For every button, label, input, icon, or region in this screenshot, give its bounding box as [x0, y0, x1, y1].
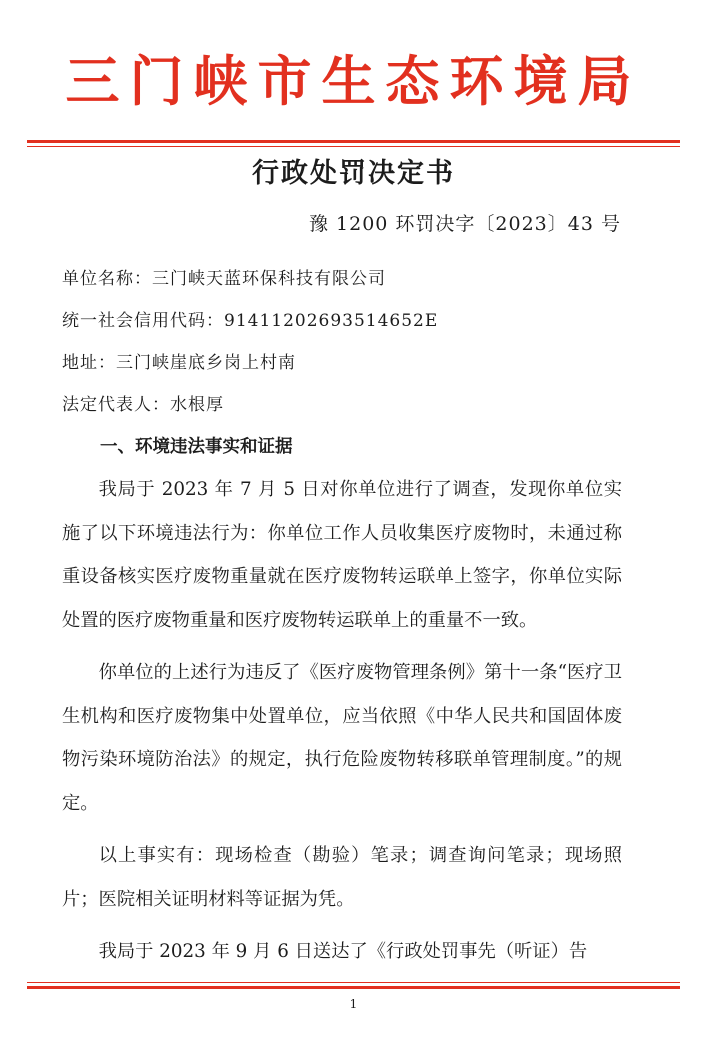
paragraph-evidence: 以上事实有：现场检查（勘验）笔录；调查询问笔录；现场照片；医院相关证明材料等证据为凭。: [62, 845, 622, 910]
header-divider-thick: [27, 140, 680, 143]
document-title: 行政处罚决定书: [252, 158, 455, 189]
document-number: 豫 1200 环罚决字〔2023〕43 号: [308, 213, 621, 235]
paragraph-regulation-violated: 你单位的上述行为违反了《医疗废物管理条例》第十一条“医疗卫生机构和医疗废物集中处置单位，应当依照《中华人民共和国固体废物污染环境防治法》的规定，执行危险废物转移联单管理制度。”的规定。: [62, 662, 622, 814]
paragraph-notice-served: 我局于 2023 年 9 月 6 日送达了《行政处罚事先（听证）告: [98, 941, 588, 962]
party-address: 地址：三门峡崖底乡岗上村南: [62, 353, 296, 373]
header-divider-thin: [27, 146, 680, 147]
footer-divider-thin: [27, 982, 680, 983]
footer-divider-thick: [27, 986, 680, 989]
paragraph-investigation: 我局于 2023 年 7 月 5 日对你单位进行了调查，发现你单位实施了以下环境违法行为：你单位工作人员收集医疗废物时，未通过称重设备核实医疗废物重量就在医疗废物转运联单上签字，你单位实际处置的医疗废物重量和医疗废物转运联单上的重量不一致。: [62, 479, 622, 631]
section-body: [62, 468, 622, 974]
party-representative: 法定代表人：水根厚: [62, 395, 224, 415]
page-number: 1: [349, 997, 358, 1011]
party-name: 单位名称：三门峡天蓝环保科技有限公司: [62, 269, 386, 289]
party-credit-code: 统一社会信用代码：91411202693514652E: [62, 311, 439, 331]
issuing-authority-title: 三门峡市生态环境局: [65, 49, 642, 113]
section-heading-violation-facts: 一、环境违法事实和证据: [100, 437, 293, 457]
